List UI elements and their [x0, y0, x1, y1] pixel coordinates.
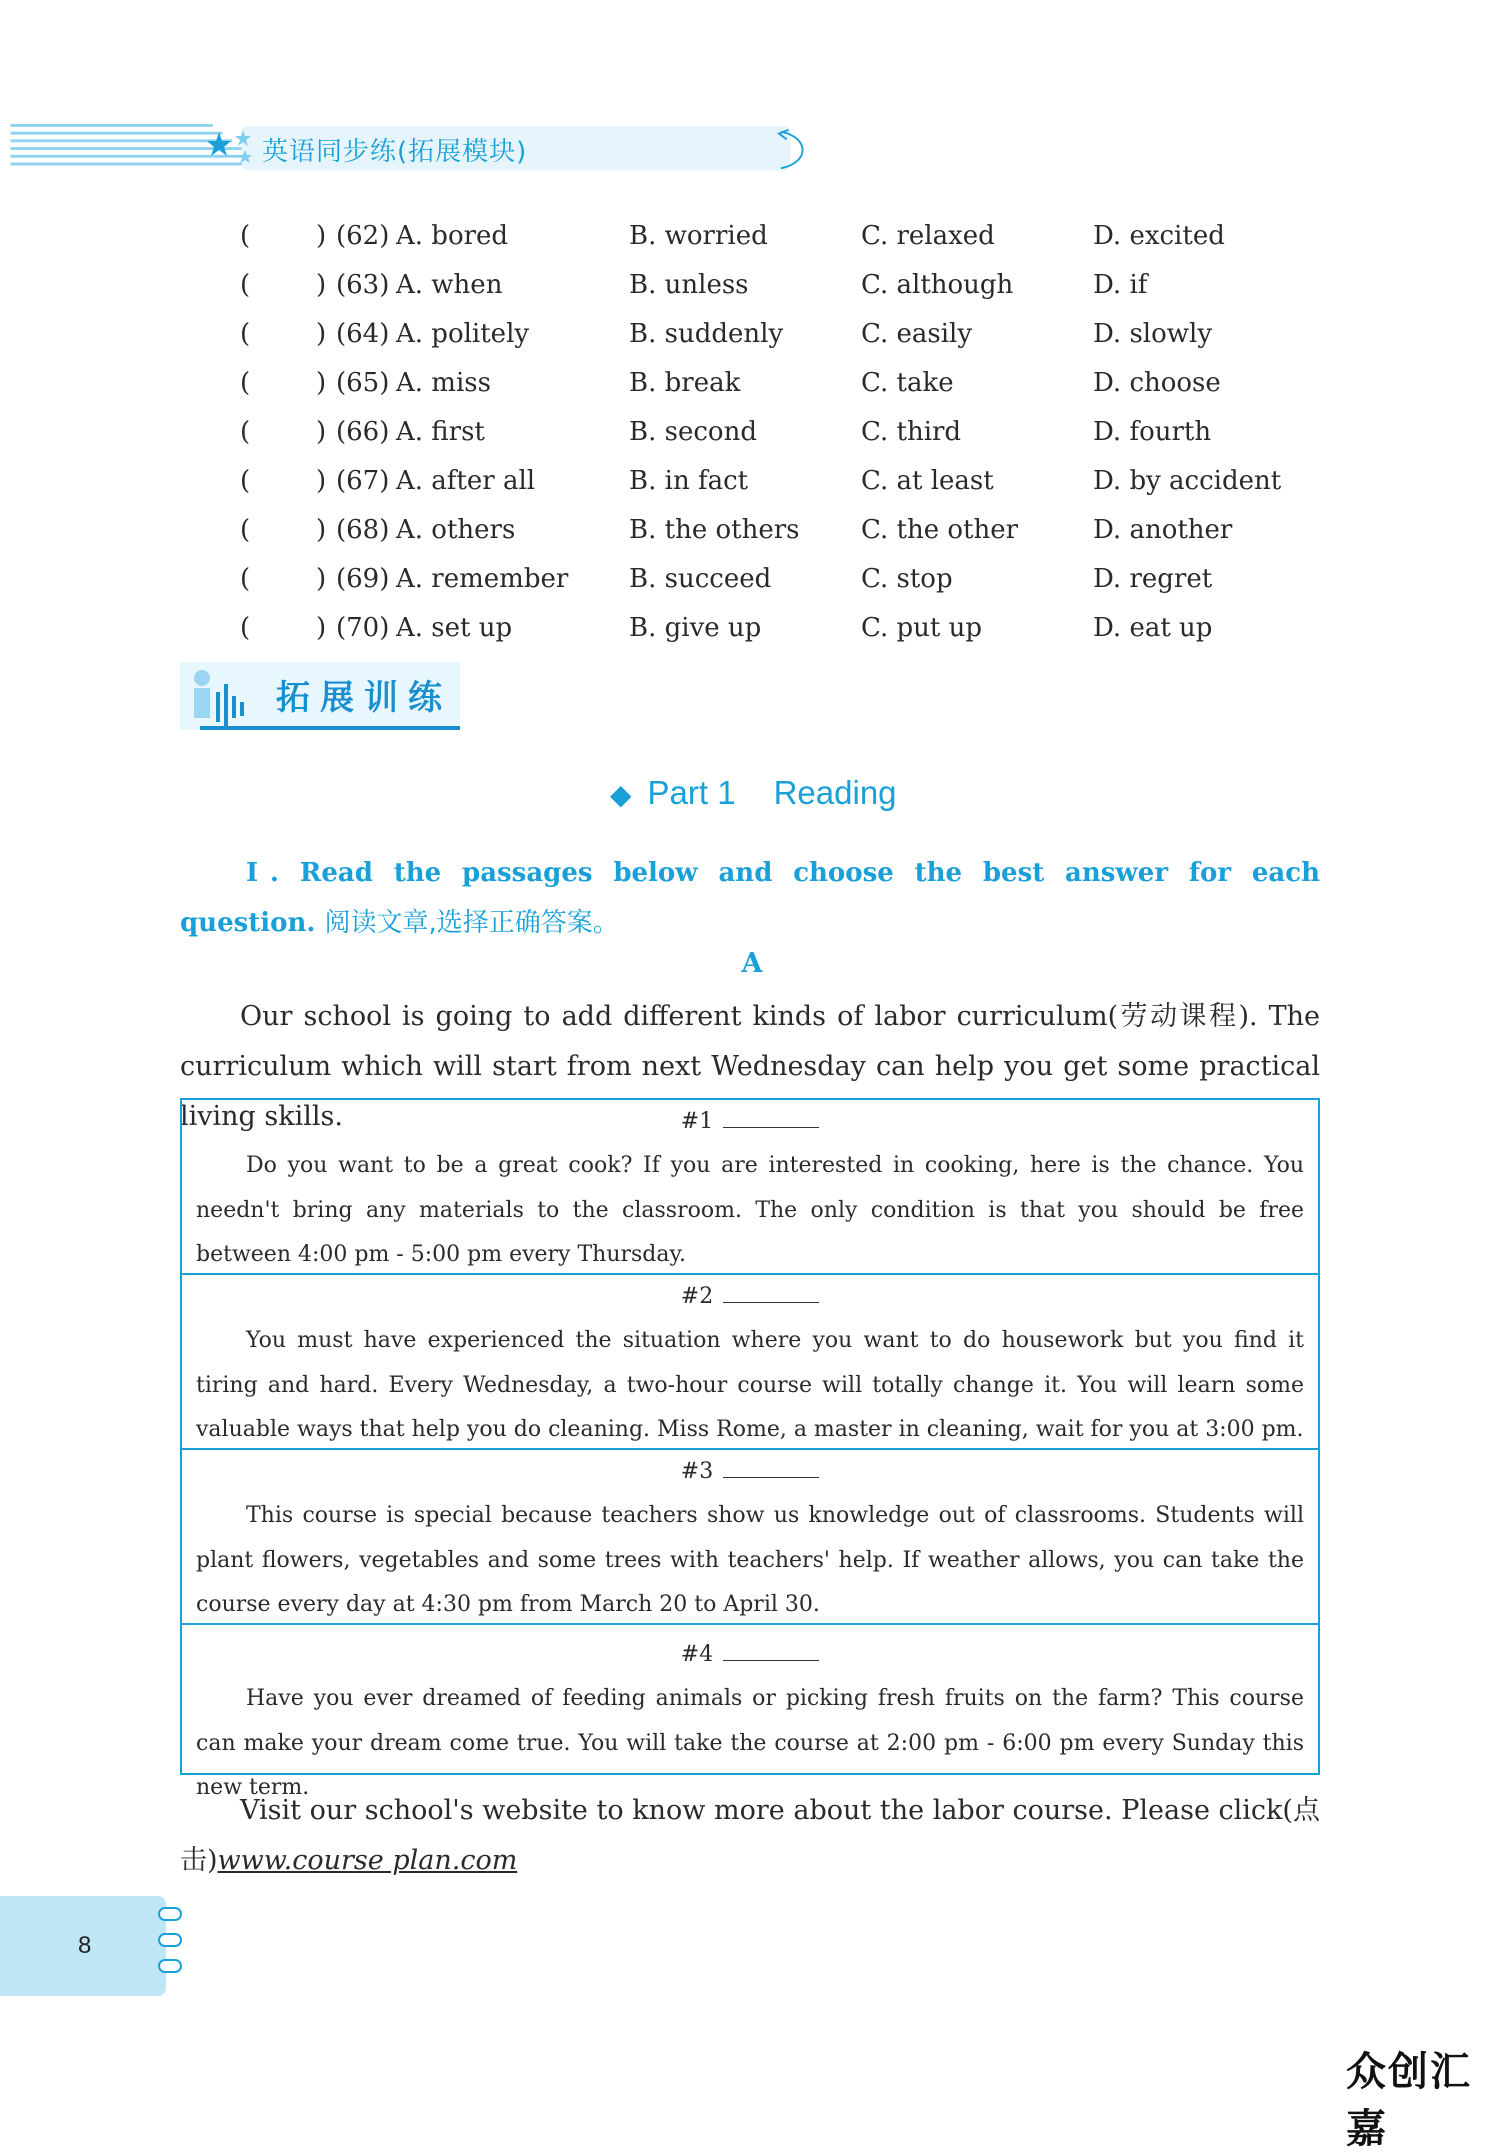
passage-letter: A — [741, 948, 763, 979]
watermark: 众创汇嘉 — [1346, 2049, 1472, 2152]
course-body: Have you ever dreamed of feeding animals or picking fresh fruits on the farm? This course can make your dream come true. You will take the course at 2:00 pm - 6:00 pm every Sunday this new term. — [196, 1686, 1304, 1800]
answer-paren-open[interactable]: ( — [240, 466, 251, 496]
answer-paren-open[interactable]: ( — [240, 270, 251, 300]
option-d: D. choose — [1093, 368, 1221, 398]
option-d: D. excited — [1093, 221, 1225, 251]
option-b: B. worried — [629, 221, 768, 251]
question-number: (69) — [336, 564, 390, 594]
course-table — [180, 1098, 1320, 1800]
option-c: C. put up — [861, 613, 982, 643]
binder-rings-icon — [156, 1904, 186, 1984]
answer-paren-open[interactable]: ( — [240, 515, 251, 545]
answer-paren-close: ) — [316, 221, 327, 251]
question-number: (67) — [336, 466, 390, 496]
option-c: C. relaxed — [861, 221, 995, 251]
instruction-en: Ⅰ. Read the passages below and choose the best answer for each question. — [180, 858, 1320, 938]
course-title: #3 — [196, 1450, 1304, 1494]
option-b: B. second — [629, 417, 757, 447]
option-a: A. politely — [396, 319, 530, 349]
diamond-icon: ◆ — [610, 779, 632, 810]
option-d: D. another — [1093, 515, 1233, 545]
option-d: D. fourth — [1093, 417, 1212, 447]
question-number: (65) — [336, 368, 390, 398]
question-number: (68) — [336, 515, 390, 545]
course-body: This course is special because teachers show us knowledge out of classrooms. Students will plant flowers, vegetables and some trees with teachers' help. If weather allows, you can take the course every day at 4:30 pm from March 20 to April 30. — [196, 1503, 1304, 1617]
answer-paren-open[interactable]: ( — [240, 417, 251, 447]
option-b: B. unless — [629, 270, 749, 300]
option-b: B. in fact — [629, 466, 749, 496]
stars-icon — [205, 128, 257, 168]
part-name: Reading — [773, 774, 897, 811]
option-a: A. after all — [396, 466, 536, 496]
option-c: C. at least — [861, 466, 994, 496]
header-title: 英语同步练(拓展模块) — [262, 137, 528, 167]
instruction-cn: 阅读文章,选择正确答案。 — [324, 908, 619, 938]
option-b: B. the others — [629, 515, 800, 545]
course-cell — [182, 1100, 1318, 1275]
answer-blank[interactable] — [723, 1453, 819, 1478]
option-a: A. others — [396, 515, 516, 545]
part-label: Part 1 — [647, 774, 736, 811]
section-banner-title: 拓展训练 — [276, 678, 452, 718]
question-row — [240, 461, 1340, 501]
option-d: D. eat up — [1093, 613, 1213, 643]
course-title: #2 — [196, 1275, 1304, 1319]
option-a: A. remember — [396, 564, 569, 594]
question-row — [240, 216, 1340, 256]
answer-paren-open[interactable]: ( — [240, 613, 251, 643]
answer-paren-close: ) — [316, 417, 327, 447]
option-a: A. bored — [396, 221, 509, 251]
answer-blank[interactable] — [723, 1278, 819, 1303]
option-a: A. set up — [396, 613, 513, 643]
answer-paren-close: ) — [316, 270, 327, 300]
answer-paren-open[interactable]: ( — [240, 319, 251, 349]
option-c: C. stop — [861, 564, 953, 594]
option-a: A. first — [396, 417, 485, 447]
answer-paren-open[interactable]: ( — [240, 221, 251, 251]
option-c: C. the other — [861, 515, 1019, 545]
question-number: (63) — [336, 270, 390, 300]
option-a: A. when — [396, 270, 503, 300]
answer-blank[interactable] — [723, 1103, 819, 1128]
instruction — [180, 848, 1320, 948]
answer-paren-close: ) — [316, 319, 327, 349]
answer-blank[interactable] — [723, 1636, 819, 1661]
answer-paren-open[interactable]: ( — [240, 368, 251, 398]
option-c: C. third — [861, 417, 962, 447]
question-row — [240, 314, 1340, 354]
answer-paren-close: ) — [316, 368, 327, 398]
answer-paren-close: ) — [316, 564, 327, 594]
part-title — [610, 774, 897, 812]
option-d: D. if — [1093, 270, 1148, 300]
course-cell — [182, 1275, 1318, 1450]
page-number: 8 — [78, 1932, 92, 1959]
option-c: C. take — [861, 368, 954, 398]
passage-intro: Our school is going to add different kinds of labor curriculum(劳动课程). The curriculum which will start from next Wednesday can help you get some practical living skills. — [180, 1001, 1320, 1132]
course-title: #1 — [196, 1100, 1304, 1144]
option-a: A. miss — [396, 368, 491, 398]
course-title: #4 — [196, 1633, 1304, 1677]
option-c: C. although — [861, 270, 1014, 300]
question-number: (62) — [336, 221, 390, 251]
course-cell — [182, 1450, 1318, 1625]
question-row — [240, 559, 1340, 599]
option-d: D. slowly — [1093, 319, 1213, 349]
option-b: B. succeed — [629, 564, 772, 594]
option-b: B. suddenly — [629, 319, 784, 349]
answer-paren-close: ) — [316, 613, 327, 643]
answer-paren-open[interactable]: ( — [240, 564, 251, 594]
option-b: B. break — [629, 368, 741, 398]
option-d: D. by accident — [1093, 466, 1282, 496]
question-number: (66) — [336, 417, 390, 447]
website-link[interactable]: www.course plan.com — [217, 1845, 518, 1876]
option-d: D. regret — [1093, 564, 1213, 594]
question-row — [240, 265, 1340, 305]
question-row — [240, 608, 1340, 648]
passage-outro: Visit our school's website to know more about the labor course. Please click(点击)www.course plan.com — [180, 1795, 1320, 1876]
answer-paren-close: ) — [316, 466, 327, 496]
question-number: (64) — [336, 319, 390, 349]
course-cell — [182, 1625, 1318, 1800]
course-body: Do you want to be a great cook? If you are interested in cooking, here is the chance. You needn't bring any materials to the classroom. The only condition is that you should be free between 4:00 pm - 5:00 pm every Thursday. — [196, 1153, 1304, 1267]
question-row — [240, 510, 1340, 550]
question-row — [240, 363, 1340, 403]
course-body: You must have experienced the situation where you want to do housework but you find it tiring and hard. Every Wednesday, a two-hour course will totally change it. You will learn some valuable ways that help you do cleaning. Miss Rome, a master in cleaning, wait for you at 3:00 pm. — [196, 1328, 1304, 1442]
question-number: (70) — [336, 613, 390, 643]
option-c: C. easily — [861, 319, 973, 349]
option-b: B. give up — [629, 613, 762, 643]
answer-paren-close: ) — [316, 515, 327, 545]
question-row — [240, 412, 1340, 452]
